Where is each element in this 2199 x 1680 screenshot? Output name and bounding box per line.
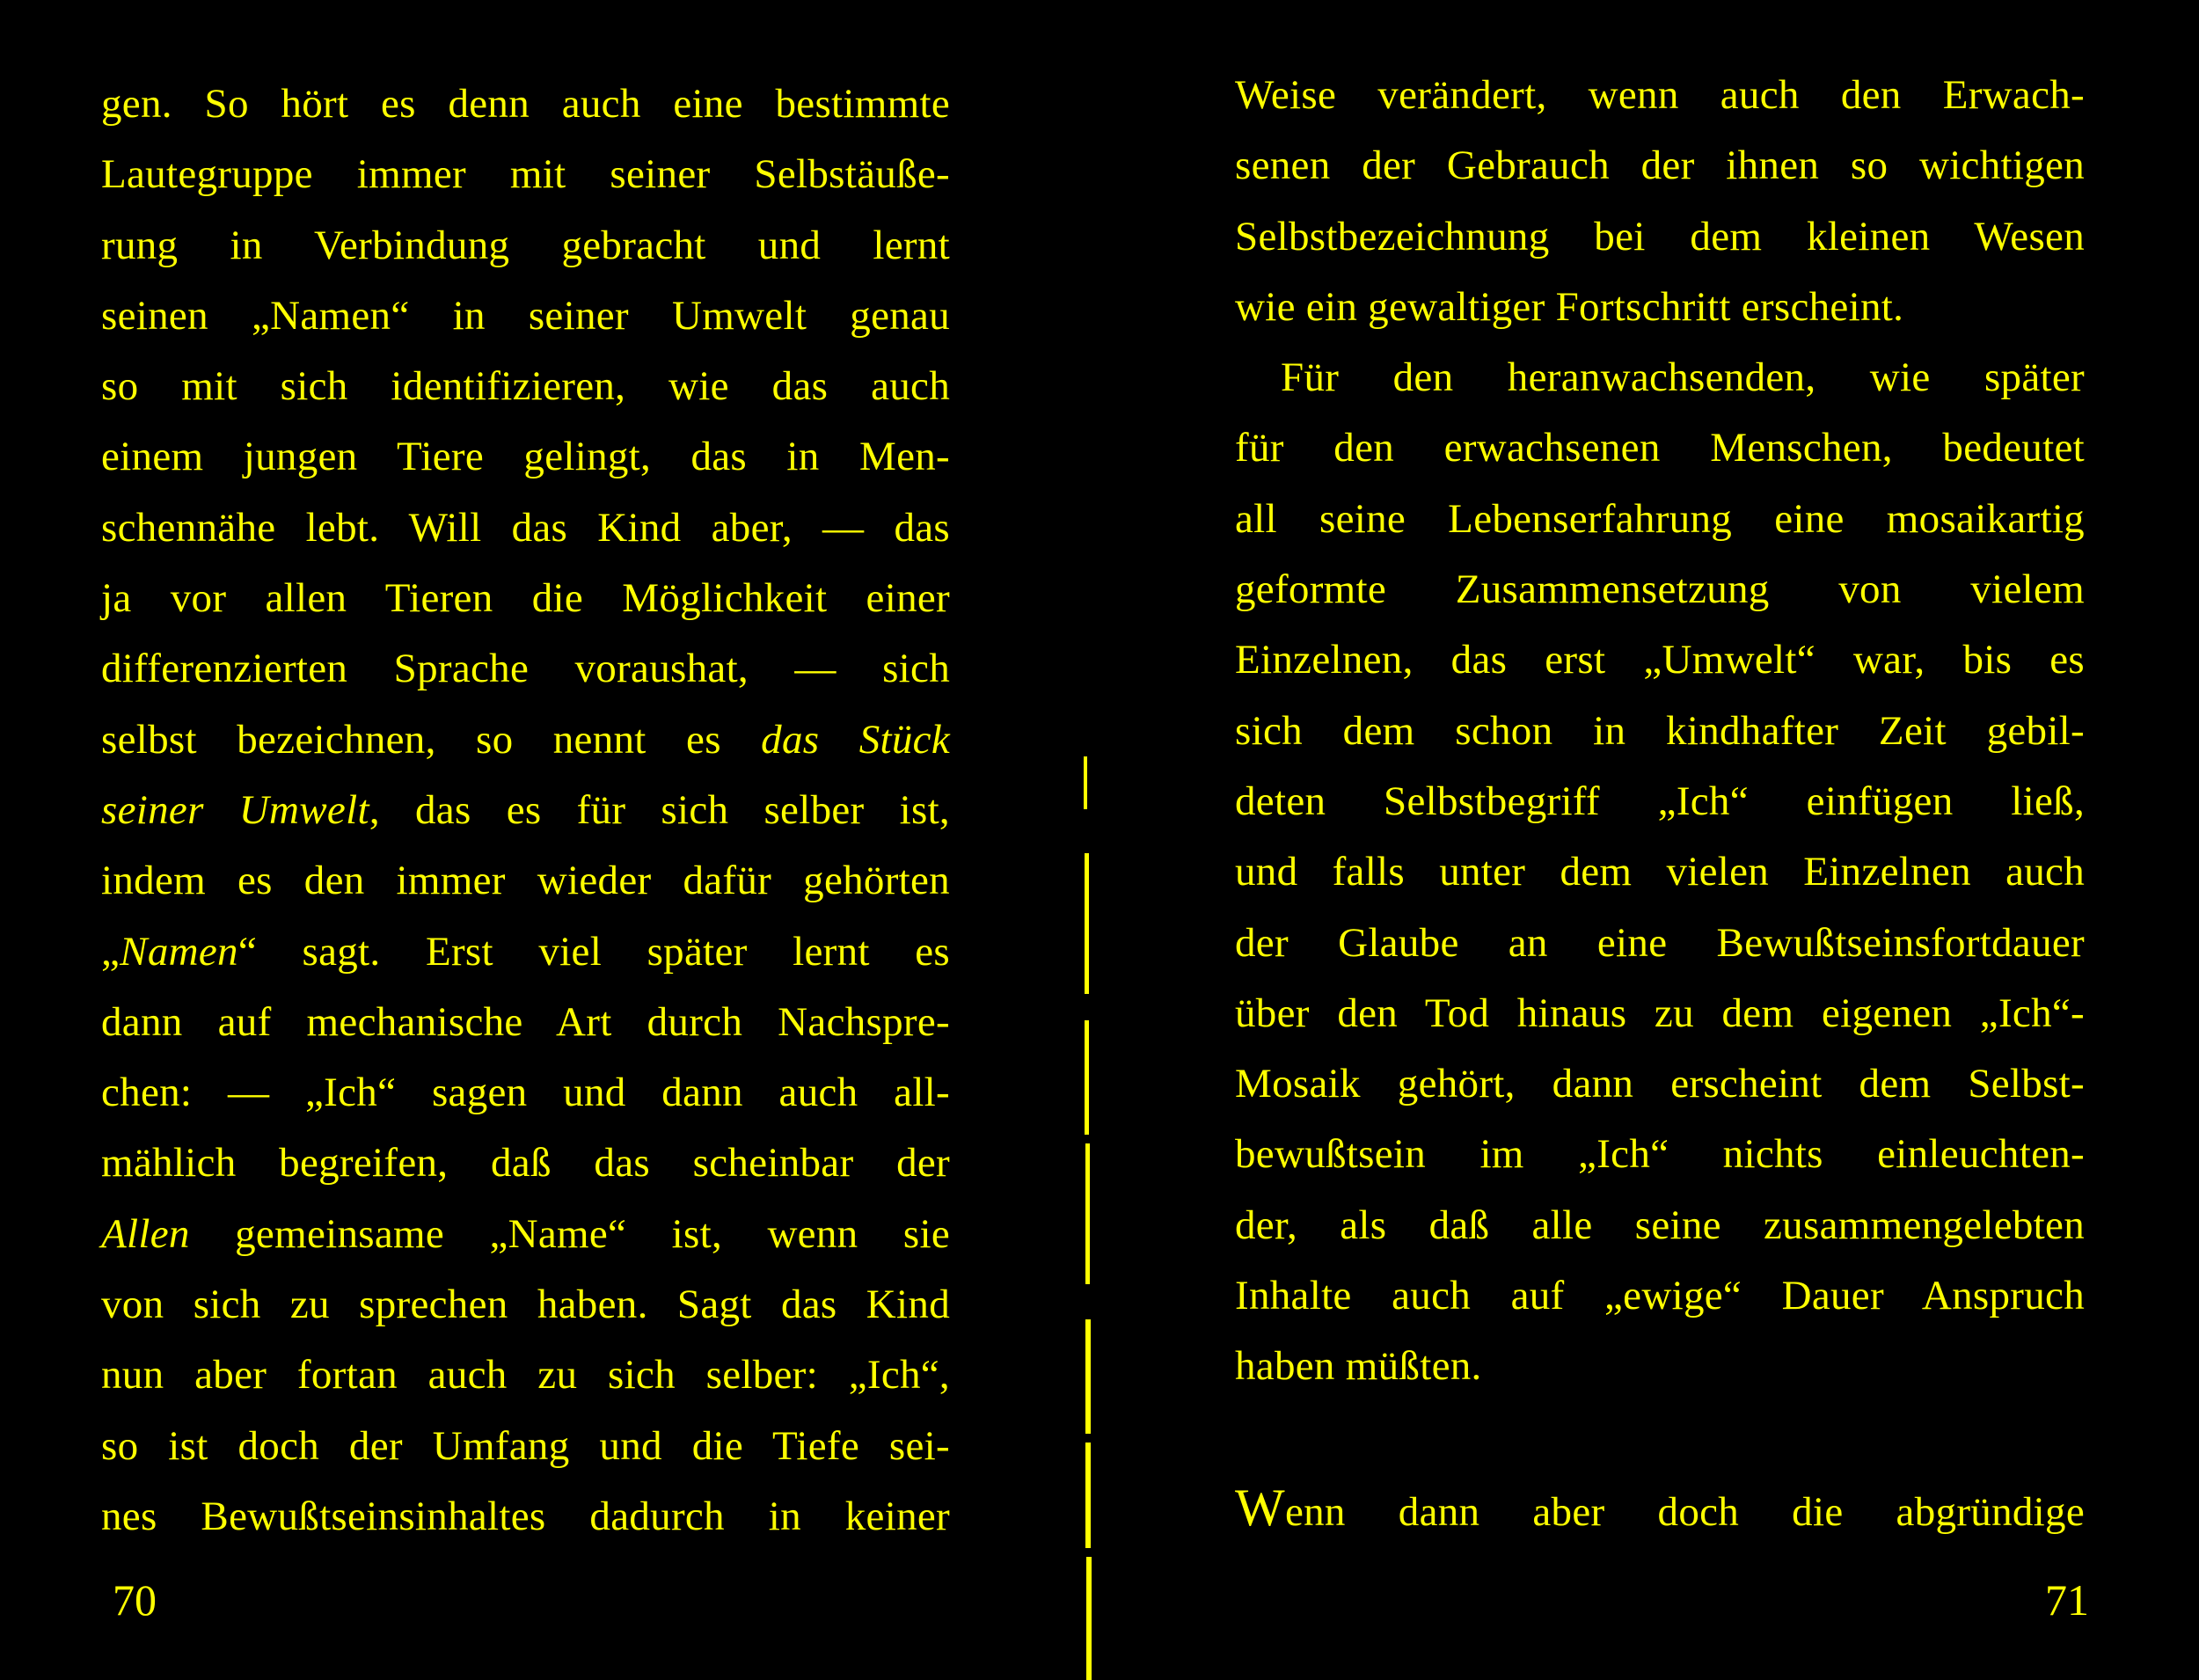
- text-segment: über den Tod hinaus zu dem eigenen „Ich“-: [1235, 990, 2085, 1036]
- text-segment: für den erwachsenen Menschen, bedeutet: [1235, 425, 2085, 471]
- text-segment: Einzelnen, das erst „Umwelt“ war, bis es: [1235, 637, 2085, 683]
- text-segment: schennähe lebt. Will das Kind aber, — das: [101, 504, 950, 551]
- left-page-number: 70: [113, 1575, 157, 1625]
- text-segment: chen: — „Ich“ sagen und dann auch all-: [101, 1070, 950, 1116]
- text-line: [101, 351, 950, 421]
- text-line: [101, 1128, 950, 1198]
- text-line: [101, 705, 950, 775]
- text-line: [1235, 696, 2085, 766]
- text-line: [101, 281, 950, 351]
- text-line: [1235, 1119, 2085, 1189]
- text-segment: so ist doch der Umfang und die Tiefe sei-: [101, 1422, 950, 1469]
- text-segment: , das es für sich selber ist,: [369, 786, 950, 833]
- text-line: [101, 633, 950, 704]
- text-line: [101, 1057, 950, 1128]
- text-segment: differenzierten Sprache voraushat, — sich: [101, 646, 950, 692]
- text-line: [1235, 554, 2085, 625]
- italic-text: seiner Umwelt: [101, 786, 369, 833]
- right-page: [1100, 0, 2199, 1680]
- text-line: [101, 69, 950, 139]
- text-line: [101, 210, 950, 281]
- text-segment: haben müßten.: [1235, 1343, 1482, 1390]
- text-line: [1235, 978, 2085, 1048]
- text-segment: der Glaube an eine Bewußtseinsfortdauer: [1235, 919, 2085, 966]
- text-segment: gen. So hört es denn auch eine bestimmte: [101, 81, 950, 127]
- text-line: [1235, 484, 2085, 554]
- text-segment: Lautegruppe immer mit seiner Selbstäuße-: [101, 151, 950, 198]
- text-segment: mählich begreifen, daß das scheinbar der: [101, 1140, 950, 1187]
- text-segment: enn dann aber doch die abgründige: [1284, 1488, 2085, 1535]
- text-segment: rung in Verbindung gebracht und lernt: [101, 222, 950, 268]
- text-segment: ja vor allen Tieren die Möglichkeit einer: [101, 575, 950, 622]
- text-segment: geformte Zusammensetzung von vielem: [1235, 566, 2085, 613]
- text-line: [101, 987, 950, 1057]
- text-line: [101, 1411, 950, 1481]
- text-segment: wie ein gewaltiger Fortschritt erscheint.: [1235, 283, 1904, 330]
- book-gutter-spine: [1078, 756, 1094, 1680]
- text-line: [1235, 1190, 2085, 1260]
- text-line: [1235, 625, 2085, 695]
- text-line: [101, 139, 950, 209]
- text-segment: Inhalte auch auf „ewige“ Dauer Anspruch: [1235, 1273, 2085, 1319]
- text-segment: einem jungen Tiere gelingt, das in Men-: [101, 434, 950, 480]
- text-segment: “ sagt. Erst viel später lernt es: [237, 928, 950, 975]
- text-line: [101, 493, 950, 563]
- text-segment: gemeinsame „Name“ ist, wenn sie: [189, 1210, 950, 1257]
- text-line: [1235, 766, 2085, 836]
- initial-capital: W: [1235, 1478, 1285, 1537]
- text-segment: senen der Gebrauch der ihnen so wichtigen: [1235, 142, 2085, 189]
- text-segment: und falls unter dem vielen Einzelnen auch: [1235, 849, 2085, 895]
- text-line: [1235, 272, 2085, 342]
- text-segment: selbst bezeichnen, so nennt es: [101, 716, 762, 763]
- text-segment: dann auf mechanische Art durch Nachspre-: [101, 998, 950, 1045]
- text-segment: deten Selbstbegriff „Ich“ einfügen ließ,: [1235, 778, 2085, 824]
- text-line: [1235, 1331, 2085, 1401]
- text-line: [1235, 1472, 2085, 1543]
- text-line: [101, 917, 950, 987]
- text-segment: nes Bewußtseinsinhaltes dadurch in keiner: [101, 1493, 950, 1539]
- text-line: [101, 1481, 950, 1552]
- text-line: [101, 1340, 950, 1410]
- text-line: [1235, 413, 2085, 483]
- left-page-text: [101, 69, 950, 1552]
- text-segment: indem es den immer wieder dafür gehörten: [101, 858, 950, 904]
- text-line: [1235, 60, 2085, 130]
- left-page: [0, 0, 1082, 1680]
- text-line: [1235, 836, 2085, 907]
- text-segment: bewußtsein im „Ich“ nichts einleuchten-: [1235, 1131, 2085, 1178]
- right-page-number: 71: [2045, 1575, 2089, 1625]
- text-line: [101, 1199, 950, 1269]
- text-line: [1235, 342, 2085, 413]
- text-segment: all seine Lebenserfahrung eine mosaikartig: [1235, 495, 2085, 542]
- text-line: [1235, 201, 2085, 272]
- text-segment: Weise verändert, wenn auch den Erwach-: [1235, 72, 2085, 118]
- text-line: [1235, 1260, 2085, 1331]
- text-segment: sich dem schon in kindhafter Zeit gebil-: [1235, 707, 2085, 754]
- right-page-text: [1235, 60, 2085, 1543]
- text-line: [1235, 130, 2085, 201]
- text-segment: von sich zu sprechen haben. Sagt das Kind: [101, 1282, 950, 1328]
- italic-text: das Stück: [761, 716, 950, 763]
- text-segment: Selbstbezeichnung bei dem kleinen Wesen: [1235, 213, 2085, 259]
- text-segment: seinen „Namen“ in seiner Umwelt genau: [101, 292, 950, 339]
- text-line: [101, 775, 950, 845]
- text-segment: „: [101, 928, 121, 975]
- italic-text: Namen: [120, 928, 238, 975]
- text-segment: nun aber fortan auch zu sich selber: „Ich“,: [101, 1352, 950, 1399]
- text-segment: so mit sich identifizieren, wie das auch: [101, 363, 950, 410]
- text-line: [101, 421, 950, 492]
- text-segment: der, als daß alle seine zusammengelebten: [1235, 1202, 2085, 1248]
- text-line: [1235, 908, 2085, 978]
- text-segment: Mosaik gehört, dann erscheint dem Selbst-: [1235, 1061, 2085, 1107]
- text-line: [101, 845, 950, 916]
- text-segment: Für den heranwachsenden, wie später: [1281, 354, 2085, 401]
- text-line: [1235, 1048, 2085, 1119]
- text-line: [101, 563, 950, 633]
- italic-text: Allen: [101, 1210, 190, 1257]
- text-line: [101, 1269, 950, 1340]
